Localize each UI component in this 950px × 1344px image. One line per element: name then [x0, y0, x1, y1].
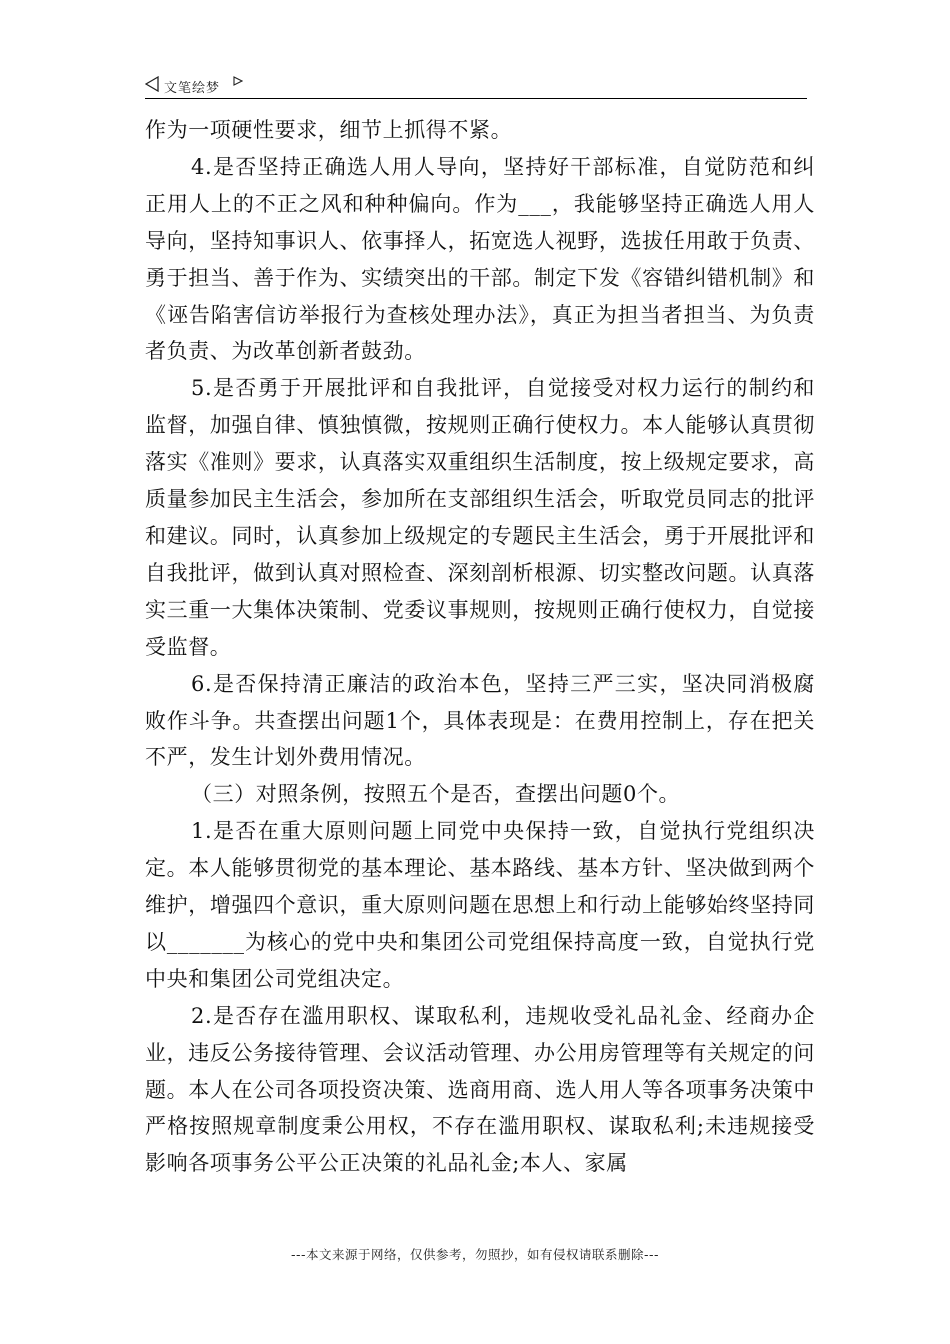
page-header [145, 72, 807, 99]
triangle-right-icon [233, 76, 243, 86]
paragraph-continuation: 作为一项硬性要求，细节上抓得不紧。 [145, 118, 513, 142]
paragraph-item-5: 5.是否勇于开展批评和自我批评，自觉接受对权力运行的制约和监督，加强自律、慎独慎微，按规则正确行使权力。本人能够认真贯彻落实《准则》要求，认真落实双重组织生活制度，按上级规定要求，高质量参加民主生活会，参加所在支部组织生活会，听取党员同志的批评和建议。同时，认真参加上级规定的专题民主生活会，勇于开展批评和自我批评，做到认真对照检查、深刻剖析根源、切实整改问题。认真落实三重一大集体决策制、党委议事规则，按规则正确行使权力，自觉接受监督。 [145, 376, 815, 659]
triangle-left-icon [145, 76, 159, 92]
section-heading-3: （三）对照条例，按照五个是否，查摆出问题0个。 [191, 782, 681, 807]
header-brand: 文笔绘梦 [164, 81, 221, 96]
document-body [145, 112, 815, 1182]
paragraph-item-1: 1.是否在重大原则问题上同党中央保持一致，自觉执行党组织决定。本人能够贯彻党的基本理论、基本路线、基本方针、坚决做到两个维护，增强四个意识，重大原则问题在思想上和行动上能够始终坚持同以_______为核心的党中央和集团公司党组保持高度一致，自觉执行党中央和集团公司党组决定。 [145, 819, 815, 991]
paragraph-item-2: 2.是否存在滥用职权、谋取私利，违规收受礼品礼金、经商办企业，违反公务接待管理、会议活动管理、办公用房管理等有关规定的问题。本人在公司各项投资决策、选商用商、选人用人等各项事务决策中严格按照规章制度秉公用权，不存在滥用职权、谋取私利;未违规接受影响各项事务公平公正决策的礼品礼金;本人、家属 [145, 1003, 815, 1176]
paragraph-item-6: 6.是否保持清正廉洁的政治本色，坚持三严三实，坚决同消极腐败作斗争。共查摆出问题1个，具体表现是：在费用控制上，存在把关不严，发生计划外费用情况。 [145, 671, 815, 770]
paragraph-item-4: 4.是否坚持正确选人用人导向，坚持好干部标准，自觉防范和纠正用人上的不正之风和种种偏向。作为___，我能够坚持正确选人用人导向，坚持知事识人、依事择人，拓宽选人视野，选拔任用敢于负责、勇于担当、善于作为、实绩突出的干部。制定下发《容错纠错机制》和《诬告陷害信访举报行为查核处理办法》，真正为担当者担当、为负责者负责、为改革创新者鼓劲。 [145, 154, 815, 364]
footer-notice: ---本文来源于网络，仅供参考，勿照抄，如有侵权请联系删除--- [290, 1247, 660, 1262]
